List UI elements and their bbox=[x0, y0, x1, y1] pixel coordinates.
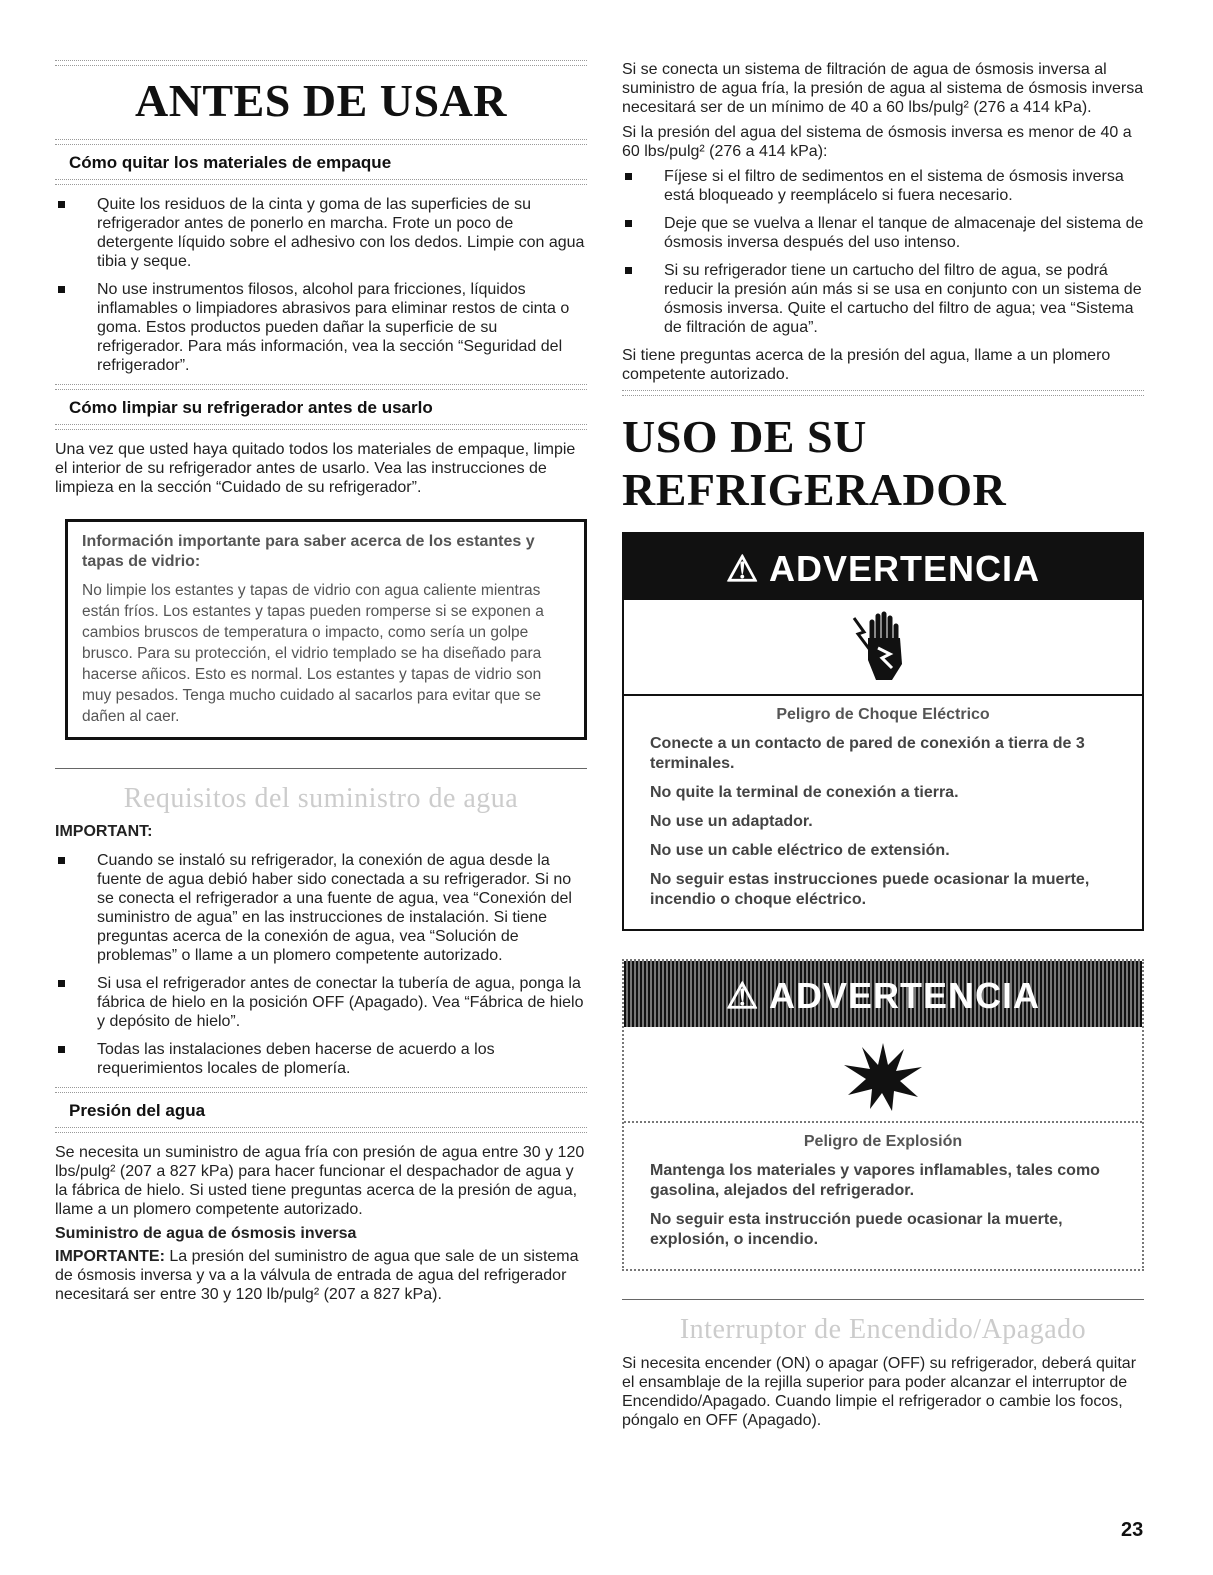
warning-body bbox=[624, 1123, 1142, 1269]
right-column bbox=[622, 60, 1144, 1436]
glass-shelves-notice bbox=[65, 519, 587, 740]
list-item: Quite los residuos de la cinta y goma de las superficies de su refrigerador antes de ponerlo en marcha. Frote un poco de detergente líquido sobre el adhesivo con los dedos. Limpie con agua tibia y seque. bbox=[55, 195, 587, 271]
packing-list bbox=[55, 195, 587, 375]
warning-line: No seguir esta instrucción puede ocasionar la muerte, explosión, o incendio. bbox=[650, 1211, 1063, 1248]
important-label: IMPORTANT: bbox=[55, 823, 153, 840]
list-item: Todas las instalaciones deben hacerse de acuerdo a los requerimientos locales de plomería. bbox=[55, 1040, 587, 1078]
packing-heading: Cómo quitar los materiales de empaque bbox=[69, 153, 392, 172]
pressure-text: Se necesita un suministro de agua fría con presión de agua entre 30 y 120 lbs/pulg² (207 a 827 kPa) para hacer funcionar el despachador de agua y la fábrica de hielo. Si usted tiene preguntas acerca de la presión de agua, llame a un plomero competente autorizado. bbox=[55, 1144, 585, 1218]
electric-shock-warning bbox=[622, 532, 1144, 931]
warning-line: No use un cable eléctrico de extensión. bbox=[650, 842, 950, 859]
divider bbox=[622, 390, 1144, 396]
divider bbox=[55, 60, 587, 66]
warning-label: ADVERTENCIA bbox=[768, 548, 1040, 589]
notice-text: No limpie los estantes y tapas de vidrio con agua caliente mientras están fríos. Los estantes y tapas pueden romperse si se exponen a cambios bruscos de temperatura o impacto, como sería un golpe brusco. Para su protección, el vidrio templado se ha diseñado para hacerse añicos. Esto es normal. Los estantes y tapas de vidrio son muy pesados. Tenga mucho cuidado al sacarlos para evitar que se dañen al caer. bbox=[82, 582, 544, 725]
ro-low-pressure-text: Si la presión del agua del sistema de ósmosis inversa es menor de 40 a 60 lbs/pulg² (276 a 414 kPa): bbox=[622, 124, 1132, 160]
ro-important-label: IMPORTANTE: bbox=[55, 1248, 165, 1265]
divider bbox=[55, 1087, 587, 1093]
warning-triangle-icon: ⚠ bbox=[726, 975, 760, 1016]
shock-hand-icon bbox=[624, 600, 1142, 696]
switch-title: Interruptor de Encendido/Apagado bbox=[679, 1314, 1087, 1345]
divider bbox=[55, 384, 587, 390]
warning-body bbox=[624, 696, 1142, 929]
left-column bbox=[55, 60, 587, 1310]
warning-banner bbox=[624, 961, 1142, 1027]
explosion-warning bbox=[622, 959, 1144, 1271]
explosion-icon bbox=[624, 1027, 1142, 1123]
list-item: Deje que se vuelva a llenar el tanque de almacenaje del sistema de ósmosis inversa después del uso intenso. bbox=[622, 214, 1144, 252]
water-supply-list bbox=[55, 851, 587, 1078]
divider bbox=[55, 139, 587, 145]
warning-banner bbox=[624, 534, 1142, 600]
cleaning-text: Una vez que usted haya quitado todos los materiales de empaque, limpie el interior de su refrigerador antes de usarlo. Vea las instrucciones de limpieza en la sección “Cuidado de su refrigerador”. bbox=[55, 441, 576, 496]
warning-label: ADVERTENCIA bbox=[768, 975, 1040, 1016]
divider bbox=[55, 1127, 587, 1133]
page-title: ANTES DE USAR bbox=[134, 75, 508, 126]
warning-heading: Peligro de Choque Eléctrico bbox=[776, 706, 990, 723]
plumber-text: Si tiene preguntas acerca de la presión del agua, llame a un plomero competente autorizado. bbox=[622, 347, 1111, 383]
water-supply-title: Requisitos del suministro de agua bbox=[123, 783, 519, 814]
list-item: Si usa el refrigerador antes de conectar la tubería de agua, ponga la fábrica de hielo en la posición OFF (Apagado). Vea “Fábrica de hielo y depósito de hielo”. bbox=[55, 974, 587, 1031]
section-rule bbox=[55, 768, 587, 769]
divider bbox=[55, 424, 587, 430]
warning-line: No use un adaptador. bbox=[650, 813, 813, 830]
pressure-heading: Presión del agua bbox=[69, 1101, 206, 1120]
warning-heading: Peligro de Explosión bbox=[803, 1133, 963, 1150]
list-item: No use instrumentos filosos, alcohol para fricciones, líquidos inflamables o limpiadores abrasivos para eliminar restos de cinta o goma. Estos productos pueden dañar la superficie de su refrigerador. Para más información, vea la sección “Seguridad del refrigerador”. bbox=[55, 280, 587, 375]
page-number: 23 bbox=[1121, 1519, 1144, 1541]
list-item: Cuando se instaló su refrigerador, la conexión de agua desde la fuente de agua debió haber sido conectada a su refrigerador. Si no se conecta el refrigerador a una fuente de agua, vea “Conexión del suministro de agua” en las instrucciones de instalación. Si tiene preguntas acerca de la conexión de agua, vea “Solución de problemas” o llame a un plomero competente autorizado. bbox=[55, 851, 587, 965]
warning-line: Conecte a un contacto de pared de conexión a tierra de 3 terminales. bbox=[650, 735, 1085, 772]
section-rule bbox=[622, 1299, 1144, 1300]
ro-text bbox=[55, 1247, 587, 1304]
cleaning-heading: Cómo limpiar su refrigerador antes de usarlo bbox=[69, 398, 433, 417]
ro-heading: Suministro de agua de ósmosis inversa bbox=[55, 1225, 357, 1242]
ro-min-pressure-text: Si se conecta un sistema de filtración de agua de ósmosis inversa al suministro de agua fría, la presión de agua al sistema de ósmosis inversa necesitará ser de un mínimo de 40 a 60 lbs/pulg² (276 a 414 kPa). bbox=[622, 61, 1144, 116]
warning-line: Mantenga los materiales y vapores inflamables, tales como gasolina, alejados del refrigerador. bbox=[650, 1162, 1100, 1199]
list-item: Si su refrigerador tiene un cartucho del filtro de agua, se podrá reducir la presión aún más si se usa en conjunto con un sistema de ósmosis inversa. Quite el cartucho del filtro de agua; vea “Sistema de filtración de agua”. bbox=[622, 261, 1144, 337]
divider bbox=[55, 179, 587, 185]
warning-line: No quite la terminal de conexión a tierra. bbox=[650, 784, 959, 801]
ro-body: La presión del suministro de agua que sale de un sistema de ósmosis inversa y va a la válvula de entrada de agua del refrigerador necesitará ser entre 30 y 120 lb/pulg² (207 a 827 kPa). bbox=[55, 1248, 579, 1303]
notice-heading: Información importante para saber acerca de los estantes y tapas de vidrio: bbox=[82, 533, 535, 570]
ro-checklist bbox=[622, 167, 1144, 337]
warning-triangle-icon: ⚠ bbox=[726, 548, 760, 589]
warning-line: No seguir estas instrucciones puede ocasionar la muerte, incendio o choque eléctrico. bbox=[650, 871, 1090, 908]
switch-text: Si necesita encender (ON) o apagar (OFF) su refrigerador, deberá quitar el ensamblaje de la rejilla superior para poder alcanzar el interruptor de Encendido/Apagado. Cuando limpie el refrigerador o cambie los focos, póngalo en OFF (Apagado). bbox=[622, 1355, 1137, 1429]
section-title-uso: USO DE SU REFRIGERADOR bbox=[622, 411, 1007, 515]
list-item: Fíjese si el filtro de sedimentos en el sistema de ósmosis inversa está bloqueado y reemplácelo si fuera necesario. bbox=[622, 167, 1144, 205]
